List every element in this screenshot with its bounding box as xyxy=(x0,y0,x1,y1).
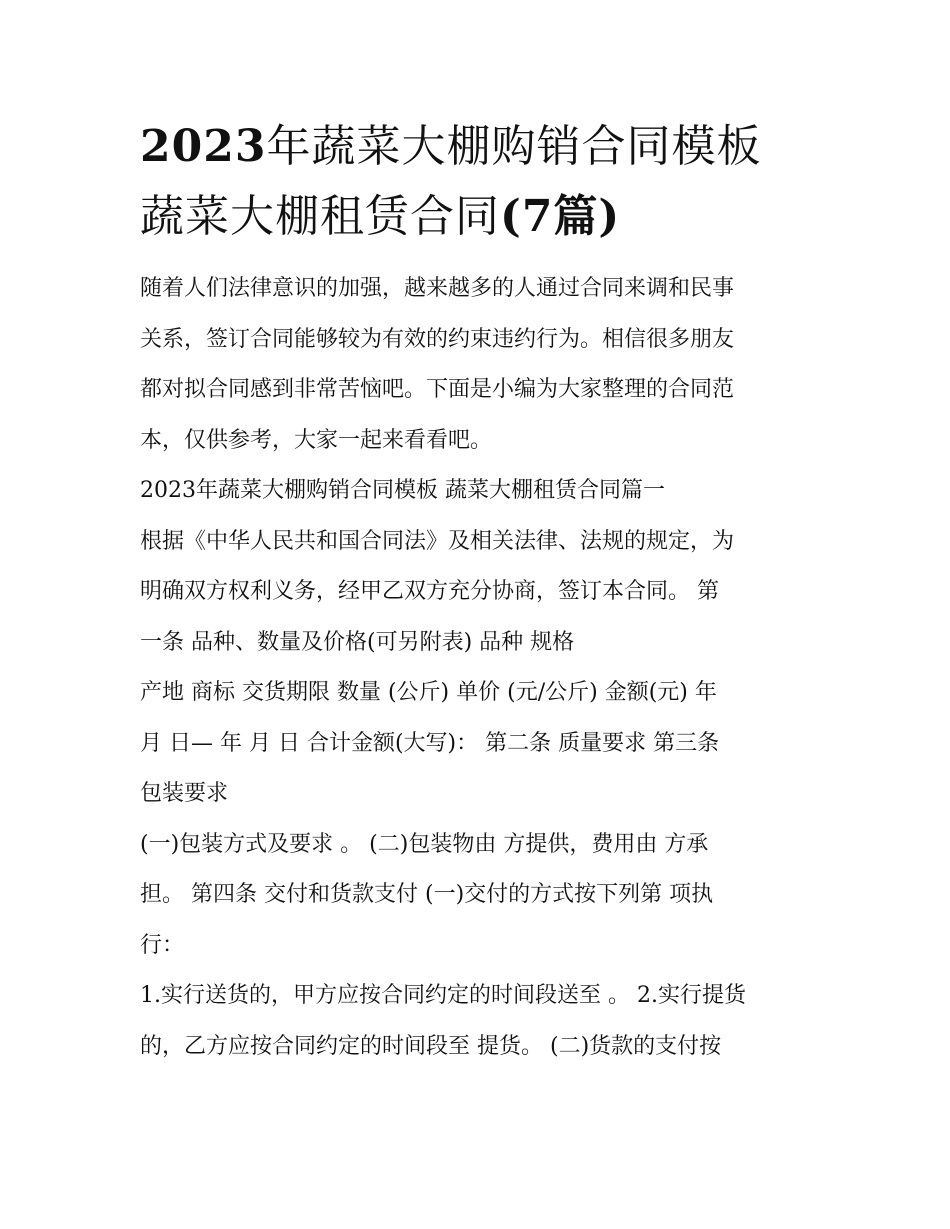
text-line: 随着人们法律意识的加强，越来越多的人通过合同来调和民事 xyxy=(140,276,735,301)
clause-paragraph xyxy=(140,971,820,1072)
document-content xyxy=(140,112,820,1072)
title-line-1-text: 年蔬菜大棚购销合同模板 xyxy=(266,121,762,172)
clause-paragraph xyxy=(140,668,820,820)
section-heading-text: 2023年蔬菜大棚购销合同模板 蔬菜大棚租赁合同篇一 xyxy=(140,478,665,503)
text-line: 关系，签订合同能够较为有效的约束违约行为。相信很多朋友 xyxy=(140,326,735,352)
intro-paragraph xyxy=(140,264,820,466)
text-line: 1.实行送货的，甲方应按合同约定的时间段送至 。 2.实行提货 xyxy=(140,983,746,1008)
text-line: 包装要求 xyxy=(140,781,229,806)
text-line: 都对拟合同感到非常苦恼吧。下面是小编为大家整理的合同范 xyxy=(140,377,735,402)
text-line: 明确双方权利义务，经甲乙双方充分协商，签订本合同。 第 xyxy=(140,579,719,604)
text-line: (一)包装方式及要求 。 (二)包装物由 方提供，费用由 方承 xyxy=(140,831,709,857)
section-heading xyxy=(140,466,820,517)
document-title xyxy=(140,112,820,252)
title-line-2 xyxy=(140,182,820,252)
clause-paragraph xyxy=(140,517,820,669)
text-line: 本，仅供参考，大家一起来看看吧。 xyxy=(140,427,493,453)
title-line-2-text: 蔬菜大棚租赁合同 xyxy=(140,191,500,242)
text-line: 产地 商标 交货期限 数量 (公斤) 单价 (元/公斤) 金额(元) 年 xyxy=(140,680,717,705)
title-line-1 xyxy=(140,112,820,182)
title-year: 2023 xyxy=(140,121,267,172)
text-line: 行： xyxy=(140,932,185,958)
text-line: 根据《中华人民共和国合同法》及相关法律、法规的规定，为 xyxy=(140,528,735,554)
text-line: 一条 品种、数量及价格(可另附表) 品种 规格 xyxy=(140,629,575,655)
title-count: (7篇) xyxy=(500,191,621,242)
text-line: 的，乙方应按合同约定的时间段至 提货。 (二)货款的支付按 xyxy=(140,1033,722,1059)
clause-paragraph xyxy=(140,820,820,972)
text-line: 月 日— 年 月 日 合计金额(大写)： 第二条 质量要求 第三条 xyxy=(140,730,720,756)
text-line: 担。 第四条 交付和货款支付 (一)交付的方式按下列第 项执 xyxy=(140,882,714,907)
